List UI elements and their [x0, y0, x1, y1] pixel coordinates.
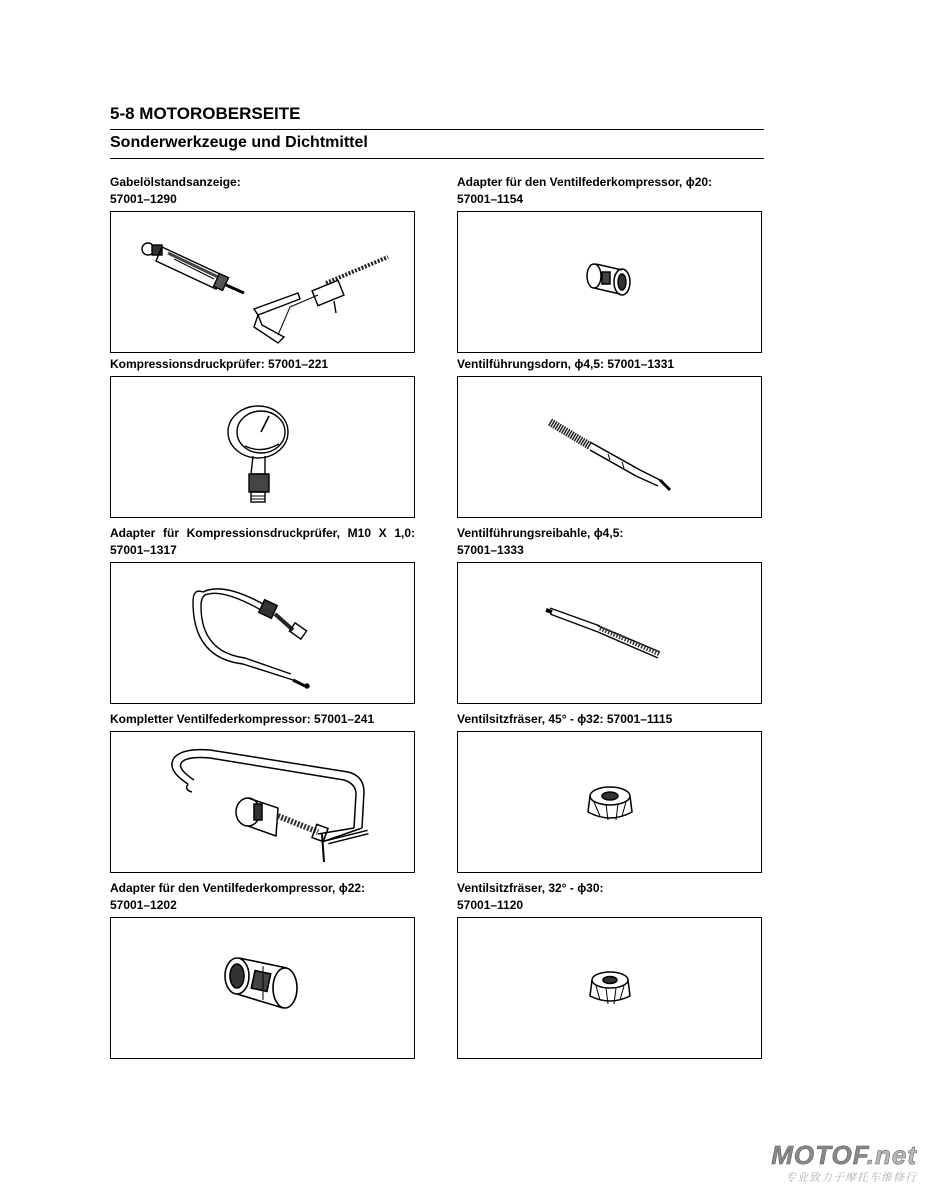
watermark-logo: MOTOF.net	[771, 1140, 917, 1170]
tool-card-valve-guide-reamer	[457, 525, 762, 704]
tool-label: Adapter für den Ventilfederkompressor, ϕ20: 57001–1154	[457, 175, 713, 206]
valve-spring-compressor-icon	[118, 732, 408, 872]
tool-illustration-frame	[110, 917, 415, 1059]
site-watermark	[747, 1140, 917, 1185]
valve-seat-cutter-32-icon	[560, 948, 660, 1028]
tool-card-fork-oil-level-gauge	[110, 174, 415, 353]
tool-illustration-frame	[110, 731, 415, 873]
compression-adapter-hose-icon	[183, 568, 343, 698]
page-title: 5-8 MOTOROBERSEITE	[110, 104, 764, 130]
watermark-tagline: 专业致力于摩托车维修行	[785, 1171, 917, 1184]
tool-label: Adapter für den Ventilfederkompressor, ϕ22: 57001–1202	[110, 881, 366, 912]
compression-gauge-icon	[203, 382, 323, 512]
valve-seat-cutter-45-icon	[560, 762, 660, 842]
tool-illustration-frame	[110, 562, 415, 704]
tool-card-compression-gauge	[110, 356, 415, 518]
valve-guide-arbor-icon	[510, 392, 710, 502]
tool-card-compression-adapter	[110, 525, 415, 704]
tool-label: Ventilführungsreibahle, ϕ4,5: 57001–1333	[457, 526, 624, 557]
tool-illustration-frame	[457, 211, 762, 353]
tool-illustration-frame	[457, 376, 762, 518]
tool-illustration-frame	[457, 562, 762, 704]
compressor-adapter-20-icon	[560, 242, 660, 322]
tool-label: Ventilführungsdorn, ϕ4,5: 57001–1331	[457, 357, 675, 371]
tool-illustration-frame	[110, 211, 415, 353]
tool-card-valve-spring-compressor	[110, 711, 415, 873]
compressor-adapter-22-icon	[203, 928, 323, 1048]
tool-label: Kompressionsdruckprüfer: 57001–221	[110, 357, 329, 371]
tool-card-valve-seat-cutter-32	[457, 880, 762, 1059]
tool-label: Adapter für Kompressionsdruckprüfer, M10 X 1,0: 57001–1317	[110, 526, 415, 557]
tool-label: Kompletter Ventilfederkompressor: 57001–241	[110, 712, 375, 726]
section-title: Sonderwerkzeuge und Dichtmittel	[110, 134, 764, 159]
tool-label: Gabelölstandsanzeige: 57001–1290	[110, 175, 241, 206]
tool-label: Ventilsitzfräser, 32° - ϕ30: 57001–1120	[457, 881, 604, 912]
tool-illustration-frame	[110, 376, 415, 518]
valve-guide-reamer-icon	[510, 588, 710, 678]
tool-card-compressor-adapter-20	[457, 174, 762, 353]
tool-card-valve-guide-arbor	[457, 356, 762, 518]
tool-illustration-frame	[457, 917, 762, 1059]
tool-illustration-frame	[457, 731, 762, 873]
tool-label: Ventilsitzfräser, 45° - ϕ32: 57001–1115	[457, 712, 673, 726]
fork-oil-level-gauge-icon	[118, 217, 408, 347]
tool-card-compressor-adapter-22	[110, 880, 415, 1059]
tool-card-valve-seat-cutter-45	[457, 711, 762, 873]
